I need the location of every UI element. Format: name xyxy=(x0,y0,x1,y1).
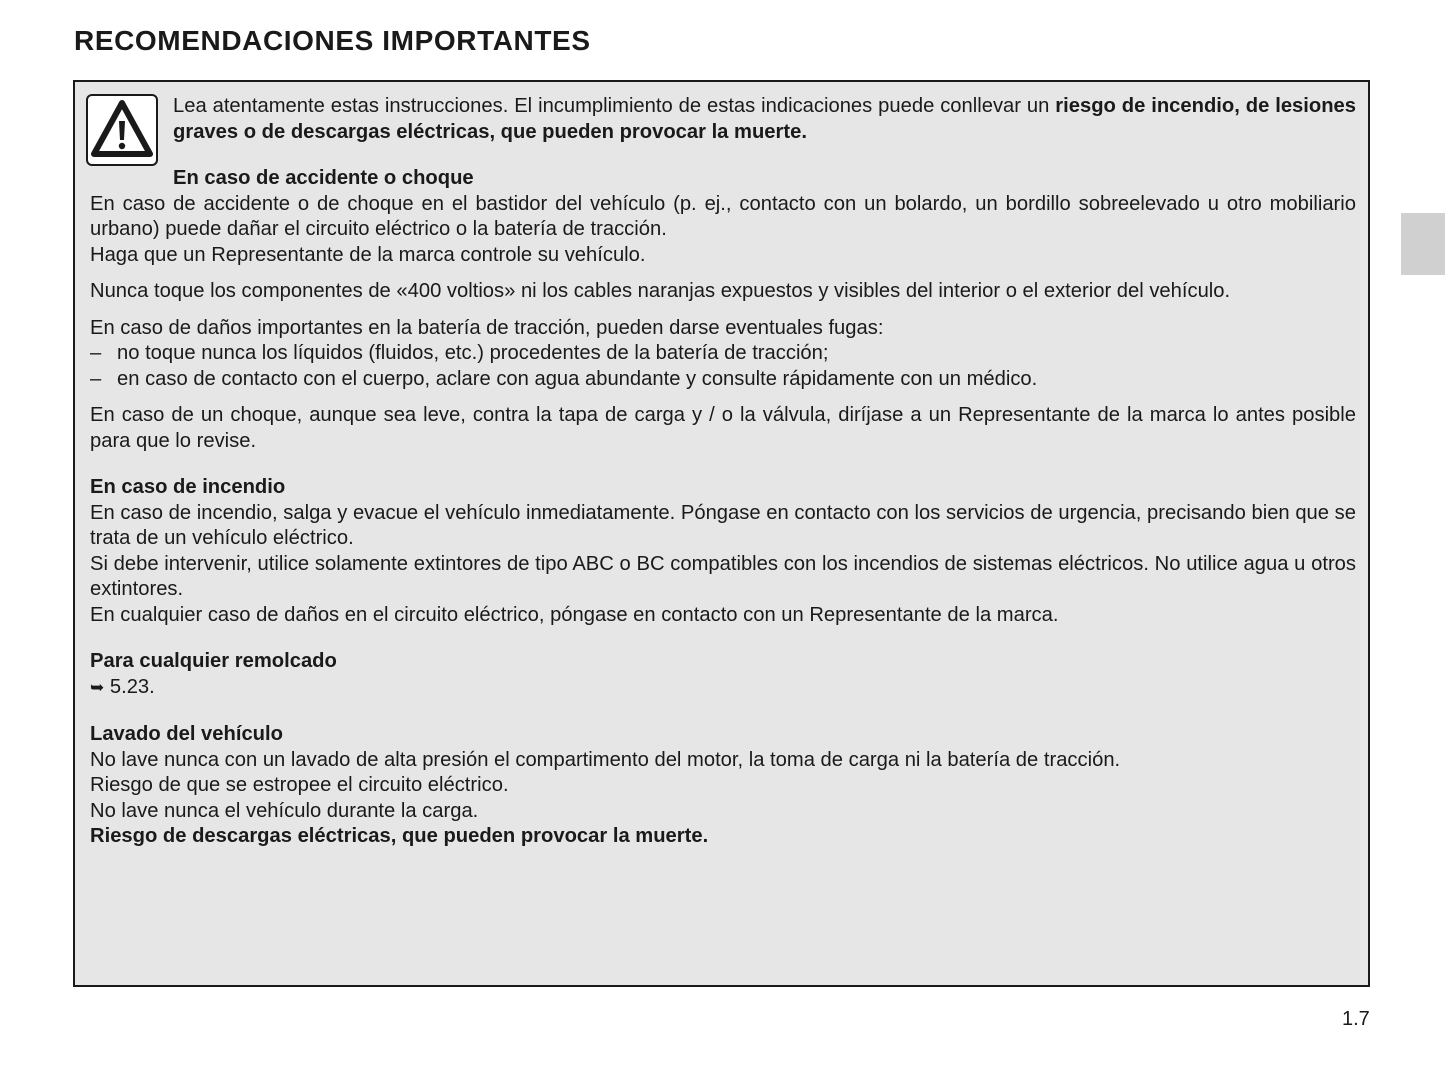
accident-paragraph-5: En caso de un choque, aunque sea leve, contra la tapa de carga y / o la válvula, diríjase a un Representante de la marca lo antes posible para que lo revise. xyxy=(90,404,1356,452)
accident-paragraph-2: Haga que un Representante de la marca controle su vehículo. xyxy=(90,243,646,266)
intro-text: Lea atentamente estas instrucciones. El incumplimiento de estas indicaciones puede conllevar un xyxy=(173,95,1056,117)
fire-paragraph-2: Si debe intervenir, utilice solamente extintores de tipo ABC o BC compatibles con los incendios de sistemas eléctricos. No utilice agua u otros extintores. xyxy=(90,552,1356,600)
accident-bullet-2 xyxy=(90,367,1356,393)
washing-paragraph-4: Riesgo de descargas eléctricas, que pueden provocar la muerte. xyxy=(90,825,709,847)
intro-paragraph xyxy=(173,94,1356,145)
accident-bullet-1 xyxy=(90,341,1356,367)
accident-heading: En caso de accidente o choque xyxy=(173,167,474,189)
accident-paragraph-4: En caso de daños importantes en la batería de tracción, pueden darse eventuales fugas: xyxy=(90,316,884,339)
page-title: RECOMENDACIONES IMPORTANTES xyxy=(74,25,591,56)
arrow-right-icon: ➥ xyxy=(90,677,105,698)
washing-heading: Lavado del vehículo xyxy=(90,723,283,745)
page-number: 1.7 xyxy=(1342,1008,1370,1030)
washing-paragraph-2: Riesgo de que se estropee el circuito eléctrico. xyxy=(90,774,509,796)
fire-paragraph-1: En caso de incendio, salga y evacue el vehículo inmediatamente. Póngase en contacto con los servicios de urgencia, precisando bien que se trata de un vehículo eléctrico. xyxy=(90,501,1356,549)
towing-heading: Para cualquier remolcado xyxy=(90,650,337,672)
accident-paragraph-3: Nunca toque los componentes de «400 voltios» ni los cables naranjas expuestos y visibles del interior o el exterior del vehículo. xyxy=(90,280,1231,302)
washing-paragraph-3: No lave nunca el vehículo durante la carga. xyxy=(90,799,479,822)
bullet-text: no toque nunca los líquidos (fluidos, etc.) procedentes de la batería de tracción; xyxy=(117,342,829,364)
fire-heading: En caso de incendio xyxy=(90,476,286,498)
towing-ref-link[interactable]: 5.23. xyxy=(109,675,155,698)
warning-content xyxy=(90,94,1356,850)
dash-glyph: – xyxy=(90,342,102,364)
intro-bold-text: riesgo de incendio, de lesiones graves o de descargas eléctricas, que pueden provocar la muerte. xyxy=(173,95,1357,143)
dash-glyph: – xyxy=(90,367,102,390)
chapter-tab xyxy=(1401,213,1445,275)
warning-box xyxy=(73,80,1370,987)
accident-paragraph-1: En caso de accidente o de choque en el bastidor del vehículo (p. ej., contacto con un bolardo, un bordillo sobreelevado u otro mobiliario urbano) puede dañar el circuito eléctrico o la batería de tracción. xyxy=(90,192,1356,240)
washing-paragraph-1: No lave nunca con un lavado de alta presión el compartimento del motor, la toma de carga ni la batería de tracción. xyxy=(90,748,1121,771)
bullet-text: en caso de contacto con el cuerpo, aclare con agua abundante y consulte rápidamente con un médico. xyxy=(117,367,1038,390)
towing-reference xyxy=(90,675,1356,702)
fire-paragraph-3: En cualquier caso de daños en el circuito eléctrico, póngase en contacto con un Representante de la marca. xyxy=(90,603,1059,626)
